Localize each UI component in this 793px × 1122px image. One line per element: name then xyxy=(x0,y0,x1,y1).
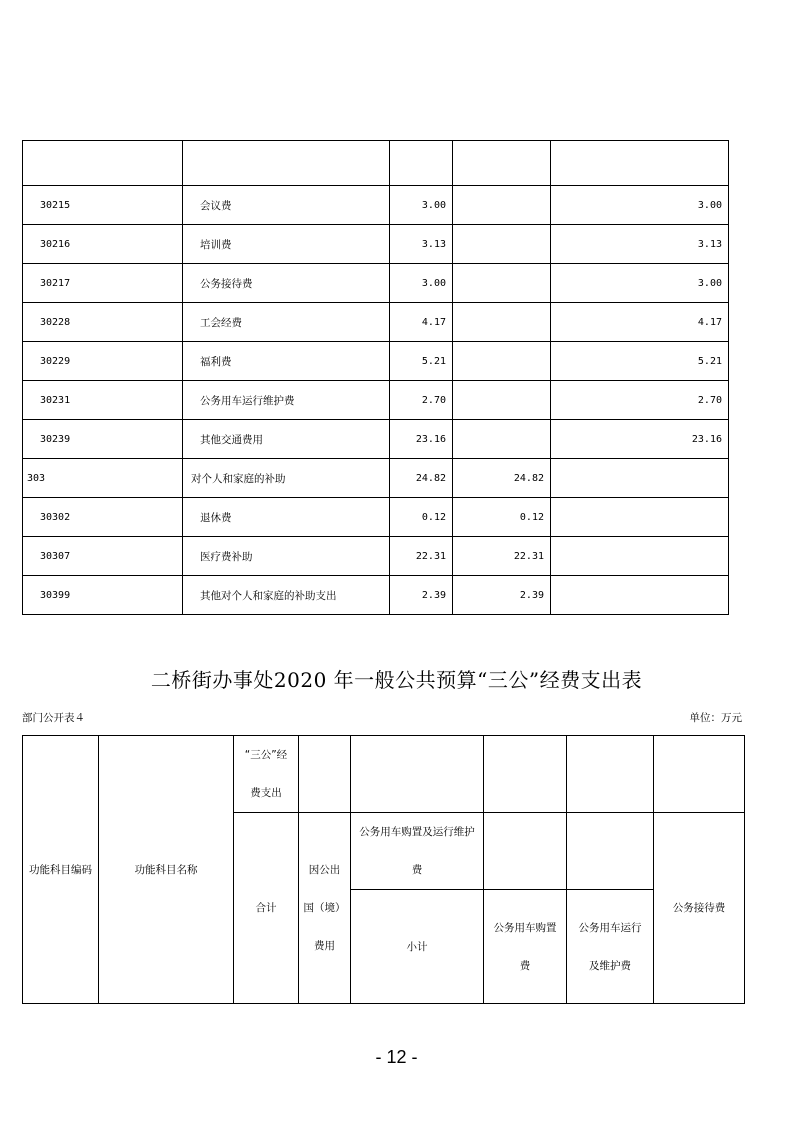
header-operation: 公务用车运行 及维护费 xyxy=(567,890,654,1004)
row-amount-total: 5.21 xyxy=(390,342,453,381)
table-row xyxy=(23,498,729,537)
row-amount-total: 4.17 xyxy=(390,303,453,342)
row-amount-project xyxy=(551,498,729,537)
row-name: 医疗费补助 xyxy=(183,537,390,576)
row-amount-total: 0.12 xyxy=(390,498,453,537)
row-amount-basic: 22.31 xyxy=(453,537,551,576)
row-name: 会议费 xyxy=(183,186,390,225)
row-amount-basic xyxy=(453,264,551,303)
row-code: 30307 xyxy=(23,537,183,576)
row-code: 30228 xyxy=(23,303,183,342)
row-name: 公务用车运行维护费 xyxy=(183,381,390,420)
header-func-name: 功能科目名称 xyxy=(99,736,234,1004)
header-reception: 公务接待费 xyxy=(654,813,745,1004)
row-name: 其他交通费用 xyxy=(183,420,390,459)
row-code: 30215 xyxy=(23,186,183,225)
row-name: 工会经费 xyxy=(183,303,390,342)
table-row xyxy=(23,186,729,225)
row-amount-total: 3.00 xyxy=(390,264,453,303)
row-amount-project: 5.21 xyxy=(551,342,729,381)
row-code: 30239 xyxy=(23,420,183,459)
header-total: 合计 xyxy=(234,813,299,1004)
table-row xyxy=(23,459,729,498)
row-amount-project: 3.00 xyxy=(551,186,729,225)
unit-label: 单位：万元 xyxy=(689,712,742,724)
row-amount-basic xyxy=(453,342,551,381)
row-amount-total: 24.82 xyxy=(390,459,453,498)
row-amount-project: 3.13 xyxy=(551,225,729,264)
sangong-expense-table xyxy=(22,735,745,1004)
table-row-top-empty xyxy=(23,141,729,186)
row-code: 303 xyxy=(23,459,183,498)
row-code: 30217 xyxy=(23,264,183,303)
table-row xyxy=(23,342,729,381)
table-row xyxy=(23,576,729,615)
row-amount-project xyxy=(551,459,729,498)
row-amount-total: 2.70 xyxy=(390,381,453,420)
row-amount-basic xyxy=(453,420,551,459)
table-row xyxy=(23,303,729,342)
row-amount-project: 2.70 xyxy=(551,381,729,420)
row-amount-project: 3.00 xyxy=(551,264,729,303)
header-sangong: “三公”经 费支出 xyxy=(234,736,299,813)
row-amount-total: 23.16 xyxy=(390,420,453,459)
row-code: 30231 xyxy=(23,381,183,420)
page-title: 二桥街办事处2020 年一般公共预算“三公”经费支出表 xyxy=(150,668,643,692)
expense-detail-table xyxy=(22,140,729,615)
row-code: 30399 xyxy=(23,576,183,615)
row-amount-basic: 24.82 xyxy=(453,459,551,498)
row-amount-project xyxy=(551,537,729,576)
row-amount-total: 3.13 xyxy=(390,225,453,264)
row-amount-basic xyxy=(453,225,551,264)
table-row xyxy=(23,225,729,264)
row-amount-basic xyxy=(453,381,551,420)
row-code: 30229 xyxy=(23,342,183,381)
row-amount-project xyxy=(551,576,729,615)
table-row xyxy=(23,537,729,576)
row-amount-basic: 0.12 xyxy=(453,498,551,537)
row-code: 30302 xyxy=(23,498,183,537)
header-abroad: 因公出 国（境） 费用 xyxy=(299,813,351,1004)
row-name: 培训费 xyxy=(183,225,390,264)
row-amount-project: 4.17 xyxy=(551,303,729,342)
header-func-code: 功能科目编码 xyxy=(23,736,99,1004)
page-number: - 12 - xyxy=(375,1047,418,1067)
header-purchase: 公务用车购置 费 xyxy=(484,890,567,1004)
row-name: 其他对个人和家庭的补助支出 xyxy=(183,576,390,615)
row-amount-basic xyxy=(453,186,551,225)
table-row xyxy=(23,381,729,420)
table-row xyxy=(23,420,729,459)
row-amount-total: 2.39 xyxy=(390,576,453,615)
row-code: 30216 xyxy=(23,225,183,264)
row-amount-total: 22.31 xyxy=(390,537,453,576)
row-amount-project: 23.16 xyxy=(551,420,729,459)
row-amount-basic xyxy=(453,303,551,342)
row-name: 对个人和家庭的补助 xyxy=(183,459,390,498)
row-name: 公务接待费 xyxy=(183,264,390,303)
row-amount-basic: 2.39 xyxy=(453,576,551,615)
table-label: 部门公开表４ xyxy=(22,712,85,724)
header-vehicle: 公务用车购置及运行维护 费 xyxy=(351,813,484,890)
row-name: 退休费 xyxy=(183,498,390,537)
row-amount-total: 3.00 xyxy=(390,186,453,225)
row-name: 福利费 xyxy=(183,342,390,381)
header-subtotal: 小计 xyxy=(351,890,484,1004)
table-row xyxy=(23,264,729,303)
